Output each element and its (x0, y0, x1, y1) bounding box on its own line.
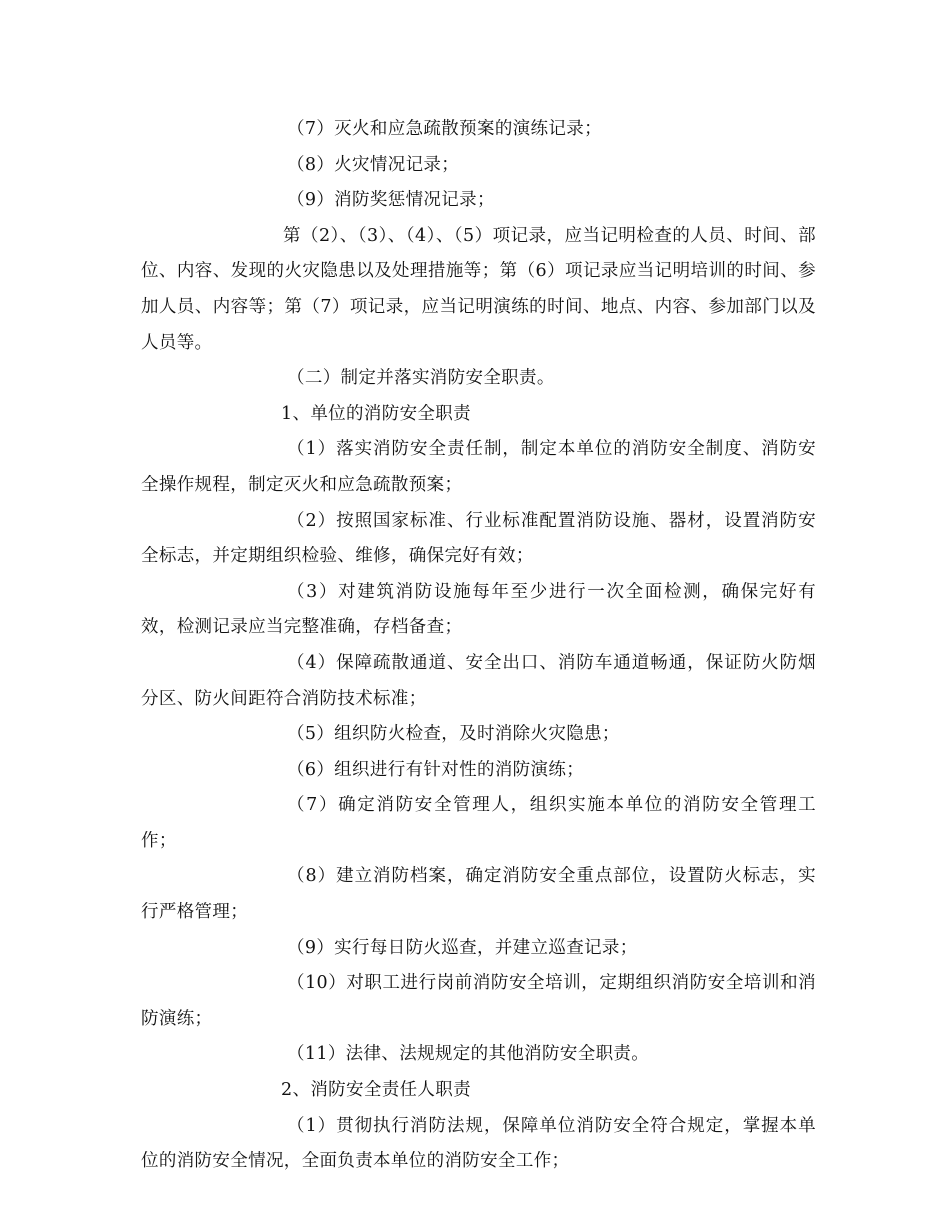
list-item-unit-11: （11）法律、法规规定的其他消防安全职责。 (287, 1044, 650, 1065)
list-item-unit-4: （4）保障疏散通道、安全出口、消防车通道畅通，保证防火防烟分区、防火间距符合消防技术标准； (141, 652, 816, 709)
paragraph-reward-record: （9）消防奖惩情况记录； (287, 190, 495, 211)
paragraph-record-requirements: 第（2）、（3）、（4）、（5）项记录，应当记明检查的人员、时间、部位、内容、发现的火灾隐患以及处理措施等；第（6）项记录应当记明培训的时间、参加人员、内容等；第（7）项记录，应当记明演练的时间、地点、内容、参加部门以及人员等。 (141, 225, 816, 353)
list-item-unit-2: （2）按照国家标准、行业标准配置消防设施、器材，设置消防安全标志，并定期组织检验、维修，确保完好有效； (141, 510, 816, 567)
list-item-unit-9: （9）实行每日防火巡查，并建立巡查记录； (287, 937, 638, 958)
list-item-unit-10: （10）对职工进行岗前消防安全培训，定期组织消防安全培训和消防演练； (141, 973, 816, 1029)
document-body (141, 112, 816, 1180)
list-item-unit-6: （6）组织进行有针对性的消防演练； (287, 759, 585, 780)
list-item-unit-3: （3）对建筑消防设施每年至少进行一次全面检测，确保完好有效，检测记录应当完整准确，存档备查； (141, 581, 816, 638)
subheading-unit-responsibilities: 1、单位的消防安全职责 (281, 403, 471, 424)
list-item-unit-5: （5）组织防火检查，及时消除火灾隐患； (287, 724, 620, 745)
section-heading-responsibilities: （二）制定并落实消防安全职责。 (287, 368, 555, 389)
list-item-person-1: （1）贯彻执行消防法规，保障单位消防安全符合规定，掌握本单位的消防安全情况，全面负责本单位的消防安全工作； (141, 1115, 816, 1172)
list-item-unit-1: （1）落实消防安全责任制，制定本单位的消防安全制度、消防安全操作规程，制定灭火和应急疏散预案； (141, 439, 816, 495)
paragraph-fire-record: （8）火灾情况记录； (287, 154, 460, 175)
subheading-responsible-person: 2、消防安全责任人职责 (281, 1080, 471, 1101)
list-item-unit-7: （7）确定消防安全管理人，组织实施本单位的消防安全管理工作； (141, 795, 816, 851)
list-item-unit-8: （8）建立消防档案，确定消防安全重点部位，设置防火标志，实行严格管理； (141, 866, 816, 923)
paragraph-drill-record: （7）灭火和应急疏散预案的演练记录； (287, 119, 602, 139)
